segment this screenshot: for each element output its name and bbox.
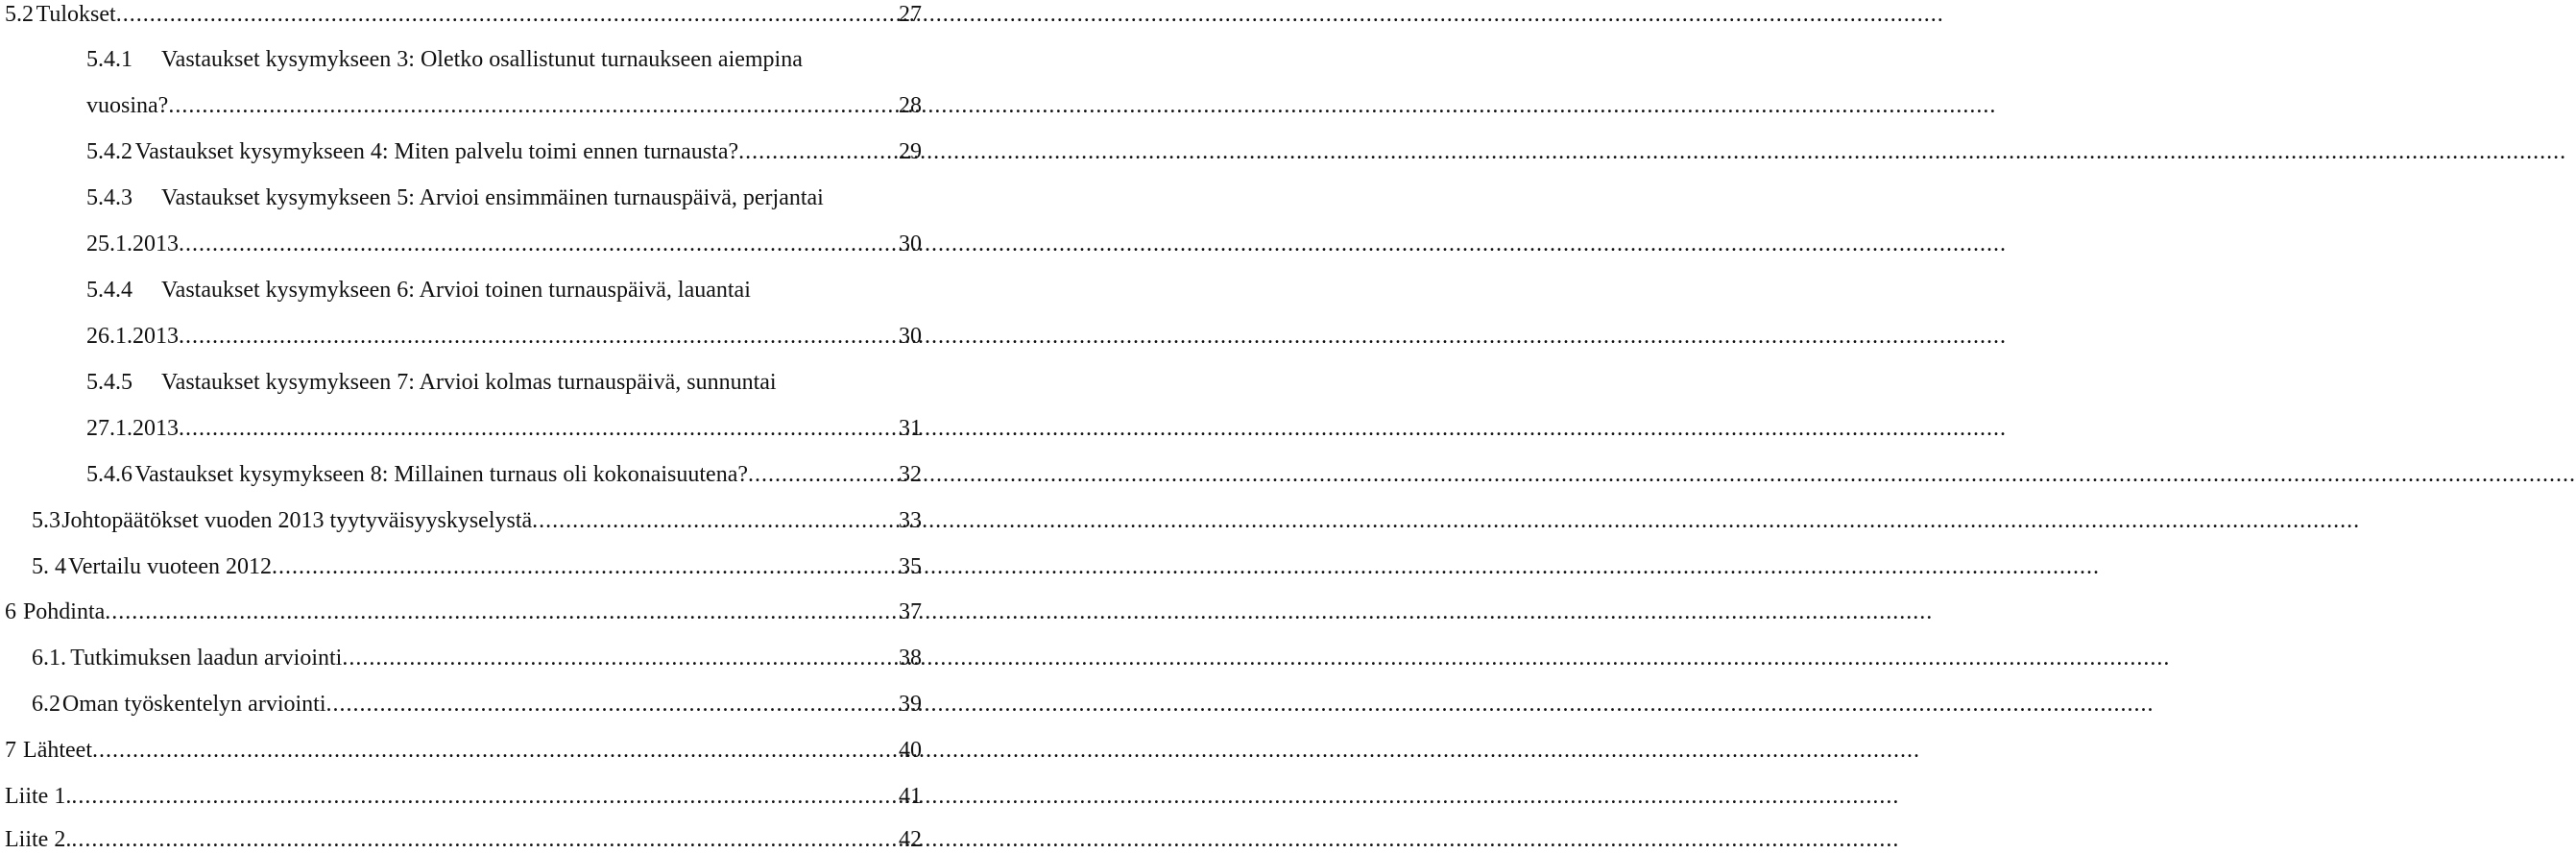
toc-entry-number: 6 [5, 599, 16, 624]
toc-entry-page: 31 [899, 416, 922, 441]
toc-entry-title: Tutkimuksen laadun arviointi [70, 646, 343, 671]
toc-entry-number: 5.4.4 [86, 278, 132, 303]
toc-entry-number: 5.4.3 [86, 185, 132, 210]
toc-entry[interactable] [5, 0, 922, 29]
dot-leader [342, 644, 897, 672]
toc-entry-title: Johtopäätökset vuoden 2013 tyytyväisyyskyselystä [61, 508, 533, 533]
toc-entry-number: 5.4.1 [86, 47, 132, 72]
toc-entry[interactable] [5, 782, 922, 811]
toc-entry[interactable] [86, 460, 922, 489]
toc-entry[interactable] [32, 552, 922, 581]
toc-entry-page: 29 [899, 139, 922, 164]
toc-entry-page: 37 [899, 599, 922, 624]
toc-entry-continuation[interactable] [86, 322, 922, 351]
toc-entry-title: Vastaukset kysymykseen 7: Arvioi kolmas turnauspäivä, sunnuntai [161, 370, 777, 395]
toc-entry-page: 38 [899, 646, 922, 671]
toc-entry-page: 35 [899, 554, 922, 579]
dot-leader [748, 460, 897, 489]
dot-leader [71, 782, 897, 811]
toc-entry[interactable] [86, 45, 922, 74]
toc-entry-title-continuation: vuosina? [86, 93, 169, 118]
toc-entry-title: Pohdinta [22, 599, 106, 624]
toc-entry-title: Tulokset [36, 2, 116, 27]
toc-entry-number: 5.4.5 [86, 370, 132, 395]
dot-leader [532, 506, 897, 535]
toc-entry-title: Vastaukset kysymykseen 8: Millainen turnaus oli kokonaisuutena? [134, 462, 748, 487]
dot-leader [326, 690, 898, 719]
toc-entry-page: 28 [899, 93, 922, 118]
dot-leader [738, 137, 897, 166]
toc-entry-page: 27 [899, 2, 922, 27]
dot-leader [168, 91, 897, 120]
toc-entry-page: 40 [899, 738, 922, 763]
toc-entry-title: Vastaukset kysymykseen 4: Miten palvelu toimi ennen turnausta? [134, 139, 739, 164]
toc-entry[interactable] [5, 598, 922, 626]
toc-entry-title-continuation: 25.1.2013 [86, 232, 179, 256]
toc-entry-title: Liite 1. [5, 784, 72, 809]
toc-entry-title: Vertailu vuoteen 2012 [68, 554, 272, 579]
toc-entry[interactable] [86, 276, 922, 305]
toc-entry-continuation[interactable] [86, 91, 922, 120]
toc-entry-number: 5.3 [32, 508, 60, 533]
table-of-contents [0, 0, 922, 854]
toc-entry-page: 30 [899, 232, 922, 256]
toc-entry-title: Oman työskentelyn arviointi [61, 692, 326, 717]
toc-entry[interactable] [86, 183, 922, 212]
dot-leader [179, 414, 897, 443]
toc-entry[interactable] [32, 506, 922, 535]
toc-entry-continuation[interactable] [86, 230, 922, 258]
toc-entry-number: 5.4.6 [86, 462, 132, 487]
dot-leader [179, 230, 897, 258]
toc-entry[interactable] [5, 825, 922, 854]
toc-entry-number: 5. 4 [32, 554, 66, 579]
dot-leader [71, 825, 897, 854]
toc-entry[interactable] [5, 736, 922, 765]
toc-entry-title: Vastaukset kysymykseen 3: Oletko osallistunut turnaukseen aiempina [161, 47, 803, 72]
toc-entry-continuation[interactable] [86, 414, 922, 443]
toc-entry-number: 6.1. [32, 646, 66, 671]
toc-entry-number: 6.2 [32, 692, 60, 717]
toc-entry-title: Vastaukset kysymykseen 5: Arvioi ensimmäinen turnauspäivä, perjantai [161, 185, 824, 210]
toc-entry-title-continuation: 27.1.2013 [86, 416, 179, 441]
toc-entry-title: Vastaukset kysymykseen 6: Arvioi toinen turnauspäivä, lauantai [161, 278, 751, 303]
toc-entry-title: Lähteet [23, 738, 92, 763]
toc-entry-page: 30 [899, 324, 922, 349]
toc-entry-number: 7 [5, 738, 16, 763]
toc-entry[interactable] [86, 137, 922, 166]
dot-leader [272, 552, 897, 581]
toc-entry-page: 39 [899, 692, 922, 717]
dot-leader [179, 322, 897, 351]
toc-entry-number: 5.2 [5, 2, 34, 27]
toc-entry[interactable] [86, 368, 922, 397]
toc-entry-page: 33 [899, 508, 922, 533]
toc-entry[interactable] [32, 690, 922, 719]
toc-entry-title-continuation: 26.1.2013 [86, 324, 179, 349]
dot-leader [105, 598, 897, 626]
toc-entry-title: Liite 2. [5, 827, 72, 852]
toc-entry[interactable] [32, 644, 922, 672]
dot-leader [92, 736, 897, 765]
dot-leader [116, 0, 897, 29]
toc-entry-number: 5.4.2 [86, 139, 132, 164]
toc-entry-page: 42 [899, 827, 922, 852]
toc-entry-page: 32 [899, 462, 922, 487]
toc-entry-page: 41 [899, 784, 922, 809]
